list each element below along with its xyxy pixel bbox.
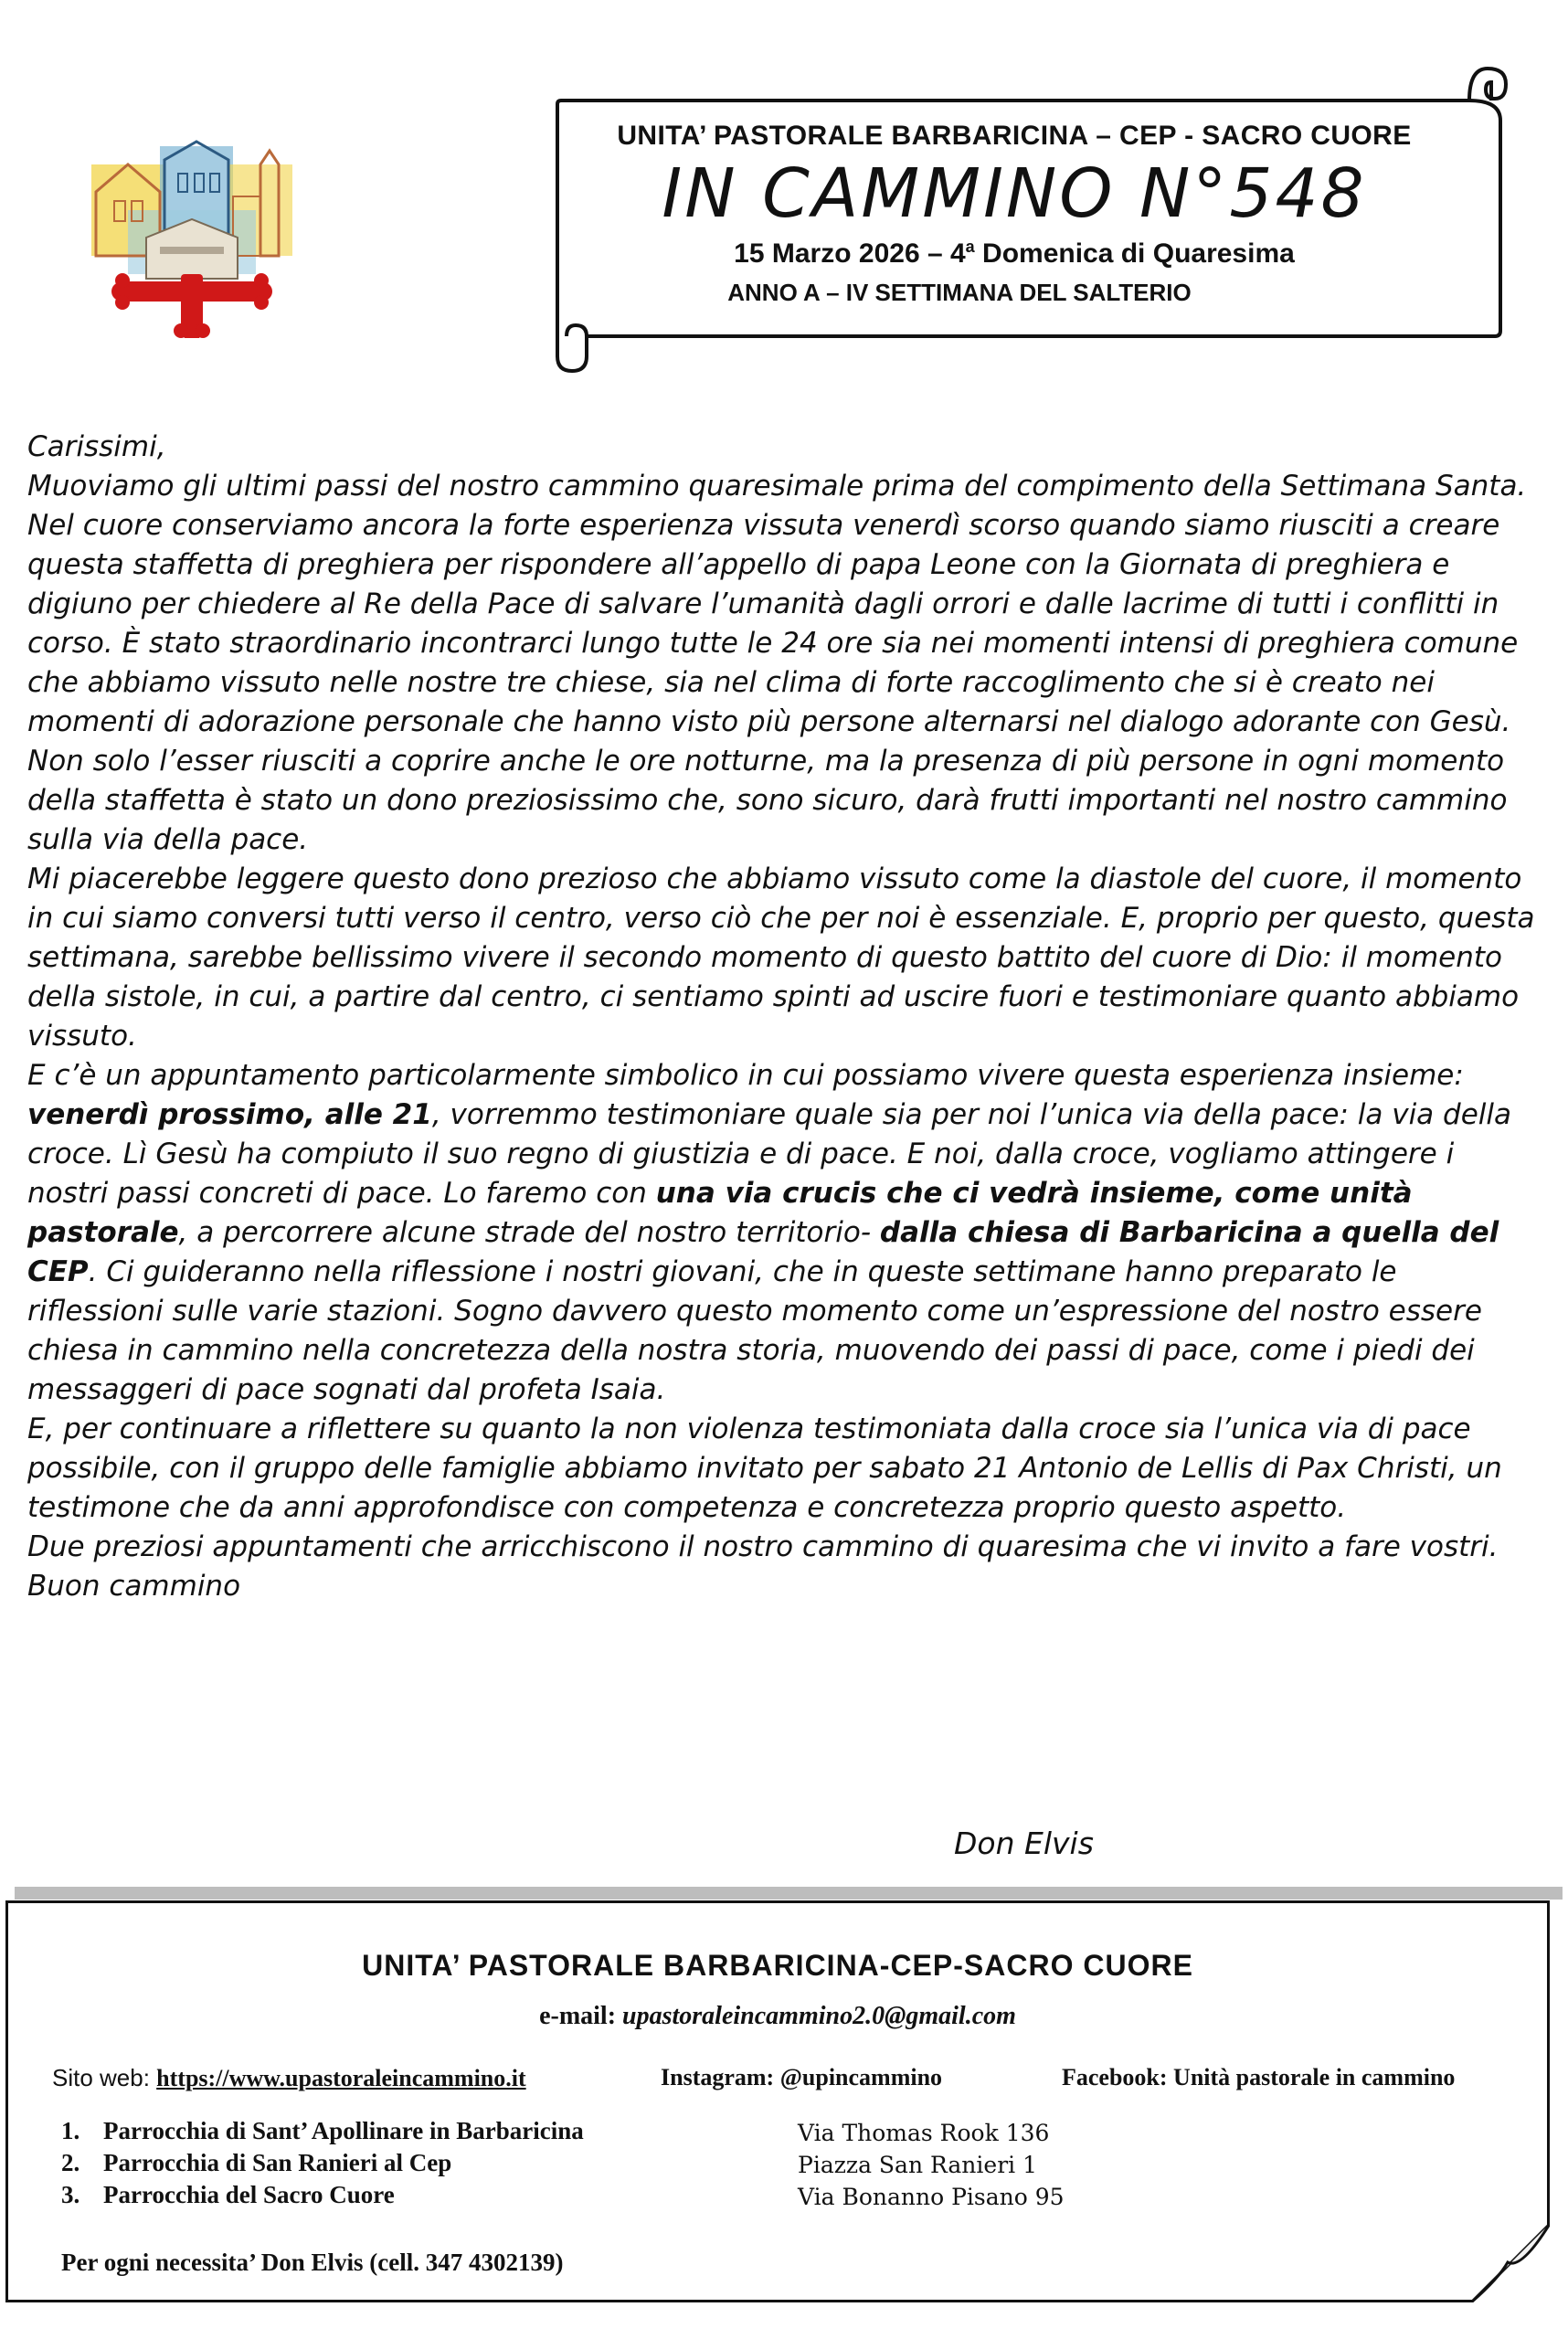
header-org: UNITA’ PASTORALE BARBARICINA – CEP - SACRO CUORE [617, 121, 1412, 151]
p4-bold-route: dalla chiesa di Barbaricina a quella del CEP [27, 1216, 1499, 1288]
footer-facebook[interactable]: Facebook: Unità pastorale in cammino [1062, 2064, 1456, 2090]
footer-site-label: Sito web: [52, 2064, 157, 2091]
parish-name: Parrocchia di San Ranieri al Cep [103, 2149, 452, 2176]
header-year: ANNO A – IV SETTIMANA DEL SALTERIO [727, 279, 1192, 306]
p4-text-e: , a percorrere alcune strade del nostro territorio- [178, 1216, 880, 1249]
parish-address-list [798, 2117, 1065, 2213]
footer-org: UNITA’ PASTORALE BARBARICINA-CEP-SACRO CUORE [362, 1949, 1193, 1982]
parish-name: Parrocchia del Sacro Cuore [103, 2181, 395, 2208]
letter-greeting: Carissimi, [27, 430, 166, 463]
letter-paragraph-2: Nel cuore conserviamo ancora la forte esperienza vissuta venerdì scorso quando siamo riusciti a creare questa staffetta di preghiera per rispondere all’appello di papa Leone con la Giornata di preghiera e digiuno per chiedere al Re della Pace di salvare l’umanità dagli orrori e dalle lacrime di tutti i conflitti in corso. È stato straordinario incontrarci lungo tutte le 24 ore sia nei momenti intensi di preghiera comune che abbiamo vissuto nelle nostre tre chiese, sia nel clima di forte raccoglimento che si è creato nei momenti di adorazione personale che hanno visto più persone alternarsi nel dialogo adorante con Gesù. Non solo l’esser riusciti a coprire anche le ore notturne, ma la presenza di più persone in ogni momento della staffetta è stato un dono preziosissimo che, sono sicuro, darà frutti importanti nel nostro cammino sulla via della pace. [27, 509, 1519, 856]
page-curl-icon [1471, 2224, 1550, 2302]
parish-address: Via Bonanno Pisano 95 [798, 2184, 1065, 2210]
footer-email-link[interactable]: upastoraleincammino2.0@gmail.com [622, 2002, 1016, 2030]
parish-number: 3. [61, 2181, 80, 2208]
parish-address: Via Thomas Rook 136 [798, 2120, 1050, 2146]
parish-address: Piazza San Ranieri 1 [798, 2152, 1037, 2178]
footer-website [52, 2064, 526, 2092]
parish-list [61, 2115, 584, 2211]
parish-logo [73, 128, 311, 338]
parish-item [61, 2115, 584, 2147]
letter-signature: Don Elvis [954, 1826, 1094, 1861]
parish-item [61, 2147, 584, 2179]
p4-text-g: . Ci guideranno nella riflessione i nostri giovani, che in queste settimane hanno preparato le riflessioni sulle varie stazioni. Sogno davvero questo momento come un’espressione del nostro essere chiesa in cammino nella concretezza della nostra storia, muovendo dei passi di pace, come i piedi dei messaggeri di pace sognati dal profeta Isaia. [27, 1255, 1482, 1406]
letter-closing: Buon cammino [27, 1570, 241, 1603]
parish-name: Parrocchia di Sant’ Apollinare in Barbaricina [103, 2117, 584, 2144]
header-date-prefix: 15 Marzo 2026 – 4 [734, 238, 966, 269]
header-date-sup: a [965, 238, 975, 256]
footer-contact-need: Per ogni necessita’ Don Elvis (cell. 347 4302139) [61, 2249, 564, 2276]
p4-bold-via-crucis: una via crucis che ci vedrà insieme, come unità pastorale [27, 1177, 1413, 1249]
footer-instagram[interactable]: Instagram: @upincammino [661, 2064, 943, 2090]
footer-email-line [8, 2002, 1547, 2031]
pastoral-letter [27, 428, 1535, 1606]
header-date-suffix: Domenica di Quaresima [974, 238, 1295, 269]
letter-paragraph-4 [27, 1056, 1535, 1410]
header-text [548, 121, 1480, 307]
letter-paragraph-1: Muoviamo gli ultimi passi del nostro cammino quaresimale prima del compimento della Settimana Santa. [27, 470, 1527, 503]
p4-bold-date: venerdì prossimo, alle 21 [27, 1098, 432, 1131]
footer-shadow [15, 1887, 1563, 1900]
parish-number: 1. [61, 2117, 80, 2144]
header-date [548, 238, 1480, 270]
parish-number: 2. [61, 2149, 80, 2176]
letter-paragraph-5: E, per continuare a riflettere su quanto la non violenza testimoniata dalla croce sia l’unica via di pace possibile, con il gruppo delle famiglie abbiamo invitato per sabato 21 Antonio de Lellis di Pax Christi, un testimone che da anni approfondisce con competenza e concretezza proprio questo aspetto. [27, 1413, 1502, 1524]
parish-item [61, 2179, 584, 2211]
footer-contact-box [5, 1900, 1550, 2302]
p4-text-c: , vorremmo testimoniare quale sia per noi l’unica via della pace: la via della croce. Lì Gesù ha compiuto il suo regno di giustizia e di pace. E noi, dalla croce, vogliamo attingere i nostri passi concreti di pace. Lo faremo con [27, 1098, 1512, 1210]
footer-email-label: e-mail: [539, 2002, 623, 2030]
p4-text-a: E c’è un appuntamento particolarmente simbolico in cui possiamo vivere questa esperienza insieme: [27, 1059, 1464, 1092]
letter-paragraph-3: Mi piacerebbe leggere questo dono prezioso che abbiamo vissuto come la diastole del cuore, il momento in cui siamo conversi tutti verso il centro, verso ciò che per noi è essenziale. E, proprio per questo, questa settimana, sarebbe bellissimo vivere il secondo momento di questo battito del cuore di Dio: il momento della sistole, in cui, a partire dal centro, ci sentiamo spinti ad uscire fuori e testimoniare quanto abbiamo vissuto. [27, 863, 1535, 1053]
letter-paragraph-6: Due preziosi appuntamenti che arricchiscono il nostro cammino di quaresima che vi invito a fare vostri. [27, 1530, 1499, 1563]
churches-cross-logo-icon [73, 128, 311, 338]
newsletter-title: IN CAMMINO N°548 [662, 154, 1367, 233]
footer-site-link[interactable]: https://www.upastoraleincammino.it [156, 2065, 526, 2091]
